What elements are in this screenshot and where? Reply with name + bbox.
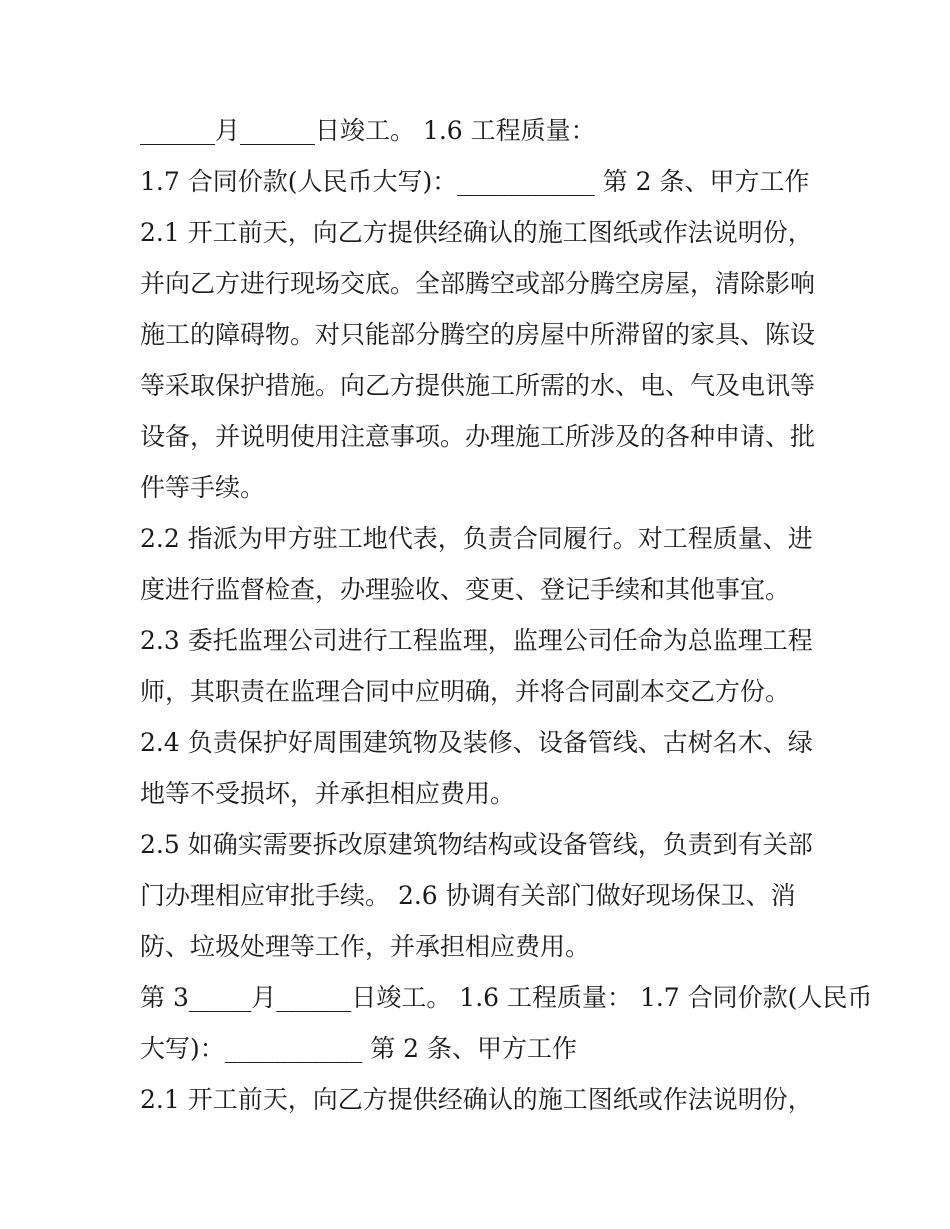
text-line: 2.1 开工前天，向乙方提供经确认的施工图纸或作法说明份， <box>140 1085 813 1114</box>
text-line: 等采取保护措施。向乙方提供施工所需的水、电、气及电讯等 <box>140 371 816 400</box>
text-line: 师，其职责在监理合同中应明确，并将合同副本交乙方份。 <box>140 677 791 706</box>
text-line: 2.2 指派为甲方驻工地代表，负责合同履行。对工程质量、进 <box>140 524 813 553</box>
text-line: 并向乙方进行现场交底。全部腾空或部分腾空房屋，清除影响 <box>140 269 816 298</box>
text-line: 设备，并说明使用注意事项。办理施工所涉及的各种申请、批 <box>140 422 816 451</box>
text-line: 地等不受损坏，并承担相应费用。 <box>140 779 516 808</box>
text-line: 件等手续。 <box>140 473 266 502</box>
text-line: 防、垃圾处理等工作，并承担相应费用。 <box>140 932 591 961</box>
text-line: 大写)：___________ 第 2 条、甲方工作 <box>140 1034 578 1063</box>
text-line: 门办理相应审批手续。 2.6 协调有关部门做好现场保卫、消 <box>140 881 796 910</box>
text-line: 2.5 如确实需要拆改原建筑物结构或设备管线，负责到有关部 <box>140 830 813 859</box>
text-line: 1.7 合同价款(人民币大写)：___________ 第 2 条、甲方工作 <box>140 167 810 196</box>
contract-text-body <box>140 109 873 1129</box>
text-line: 施工的障碍物。对只能部分腾空的房屋中所滞留的家具、陈设 <box>140 320 816 349</box>
text-line: 2.4 负责保护好周围建筑物及装修、设备管线、古树名木、绿 <box>140 728 813 757</box>
text-line: 2.1 开工前天，向乙方提供经确认的施工图纸或作法说明份， <box>140 218 813 247</box>
text-line: ______月______日竣工。 1.6 工程质量： <box>140 116 596 145</box>
text-line: 第 3_____月______日竣工。 1.6 工程质量： 1.7 合同价款(人民币 <box>140 983 873 1012</box>
text-line: 度进行监督检查，办理验收、变更、登记手续和其他事宜。 <box>140 575 791 604</box>
text-line: 2.3 委托监理公司进行工程监理，监理公司任命为总监理工程 <box>140 626 813 655</box>
